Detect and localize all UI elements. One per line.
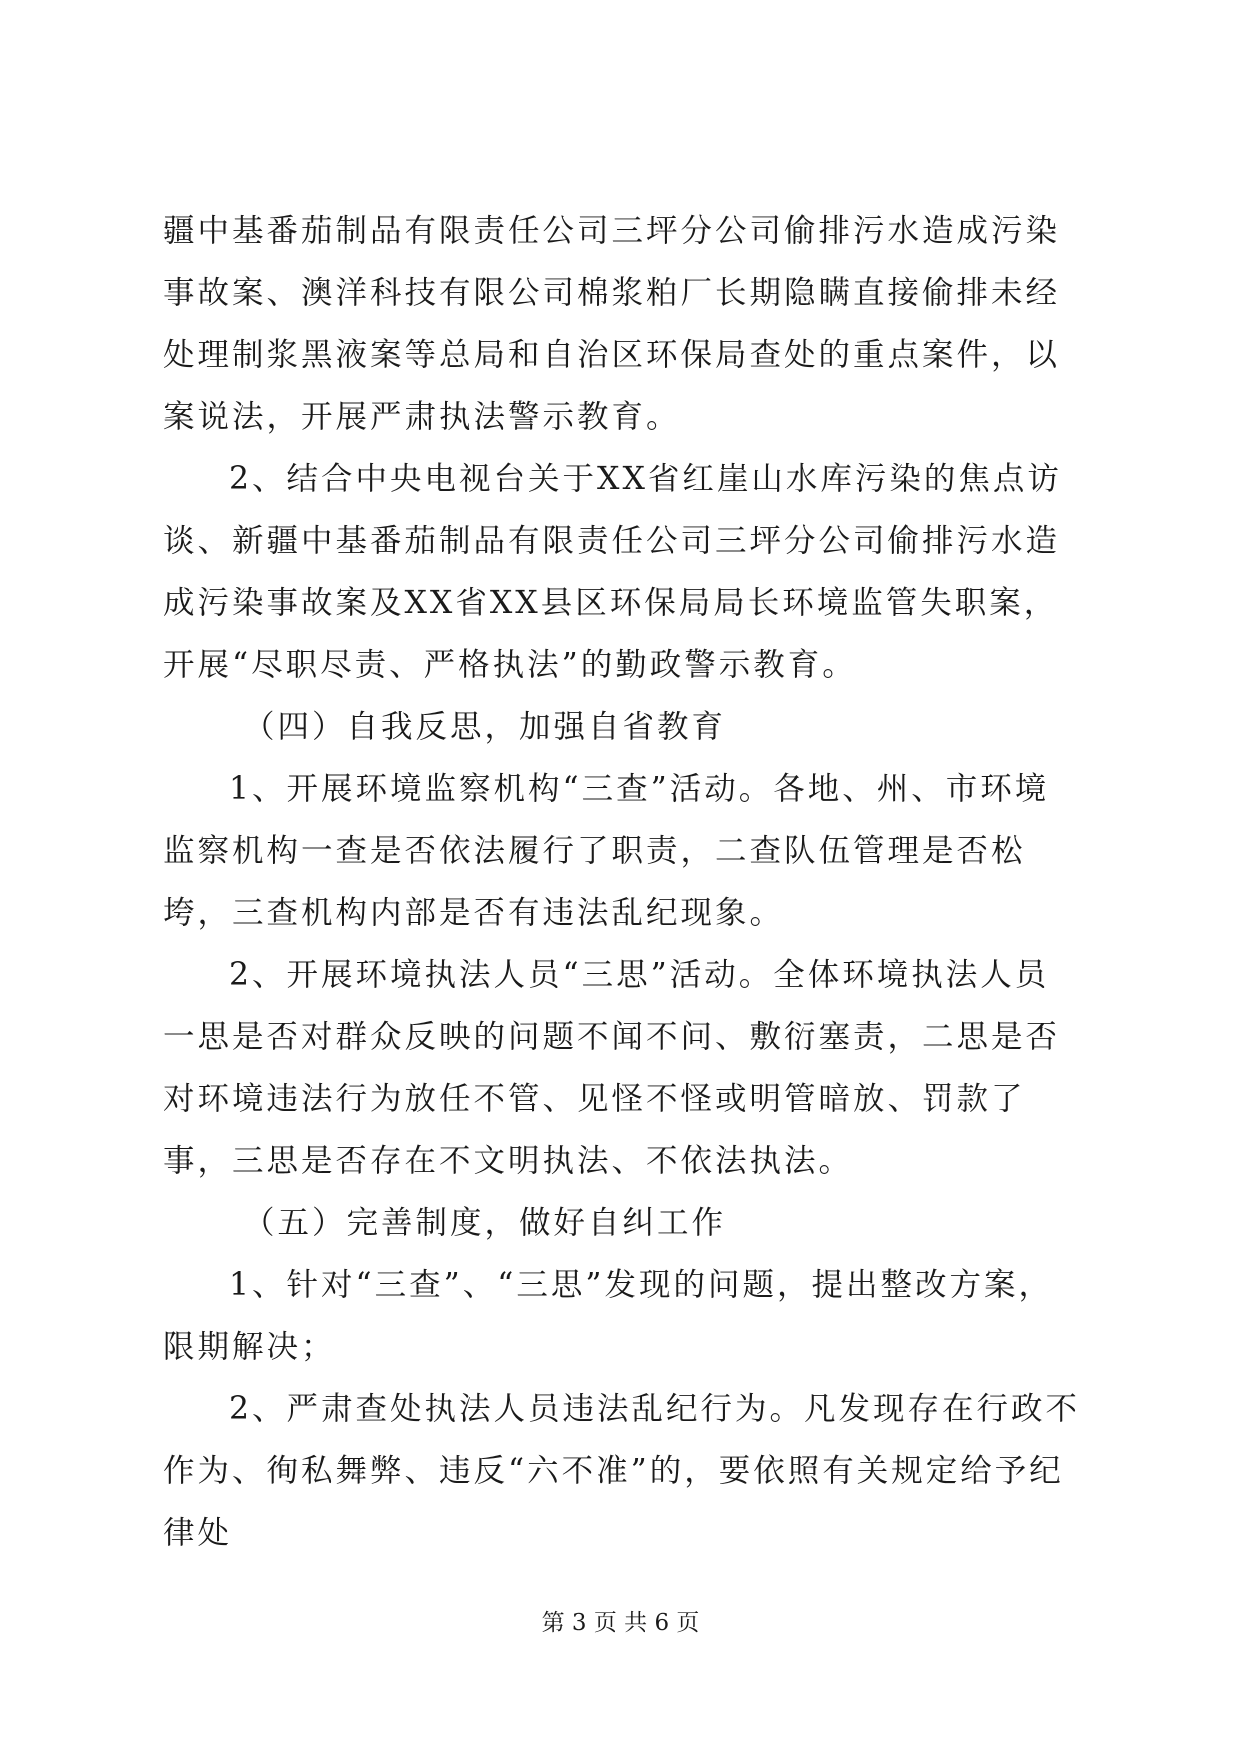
paragraph-item: 2、结合中央电视台关于XX省红崖山水库污染的焦点访谈、新疆中基番茄制品有限责任公司三坪分公司偷排污水造成污染事故案及XX省XX县区环保局局长环境监管失职案，开展“尽职尽责、严格执法”的勤政警示教育。 (163, 461, 1062, 683)
document-body (163, 200, 1083, 1564)
paragraph-continuation: 疆中基番茄制品有限责任公司三坪分公司偷排污水造成污染事故案、澳洋科技有限公司棉浆粕厂长期隐瞒直接偷排未经处理制浆黑液案等总局和自治区环保局查处的重点案件，以案说法，开展严肃执法警示教育。 (163, 213, 1061, 435)
page-number-footer: 第 3 页 共 6 页 (541, 1610, 700, 1636)
section-heading: （四）自我反思，加强自省教育 (243, 709, 727, 745)
paragraph-item: 1、针对“三查”、“三思”发现的问题，提出整改方案，限期解决； (163, 1267, 1053, 1365)
paragraph-item: 2、严肃查处执法人员违法乱纪行为。凡发现存在行政不作为、徇私舞弊、违反“六不准”的，要依照有关规定给予纪律处 (163, 1391, 1081, 1551)
paragraph-item: 1、开展环境监察机构“三查”活动。各地、州、市环境监察机构一查是否依法履行了职责，二查队伍管理是否松垮，三查机构内部是否有违法乱纪现象。 (163, 771, 1050, 931)
paragraph-item: 2、开展环境执法人员“三思”活动。全体环境执法人员一思是否对群众反映的问题不闻不问、敷衍塞责，二思是否对环境违法行为放任不管、见怪不怪或明管暗放、罚款了事，三思是否存在不文明执法、不依法执法。 (163, 957, 1061, 1179)
section-heading: （五）完善制度，做好自纠工作 (243, 1205, 727, 1241)
